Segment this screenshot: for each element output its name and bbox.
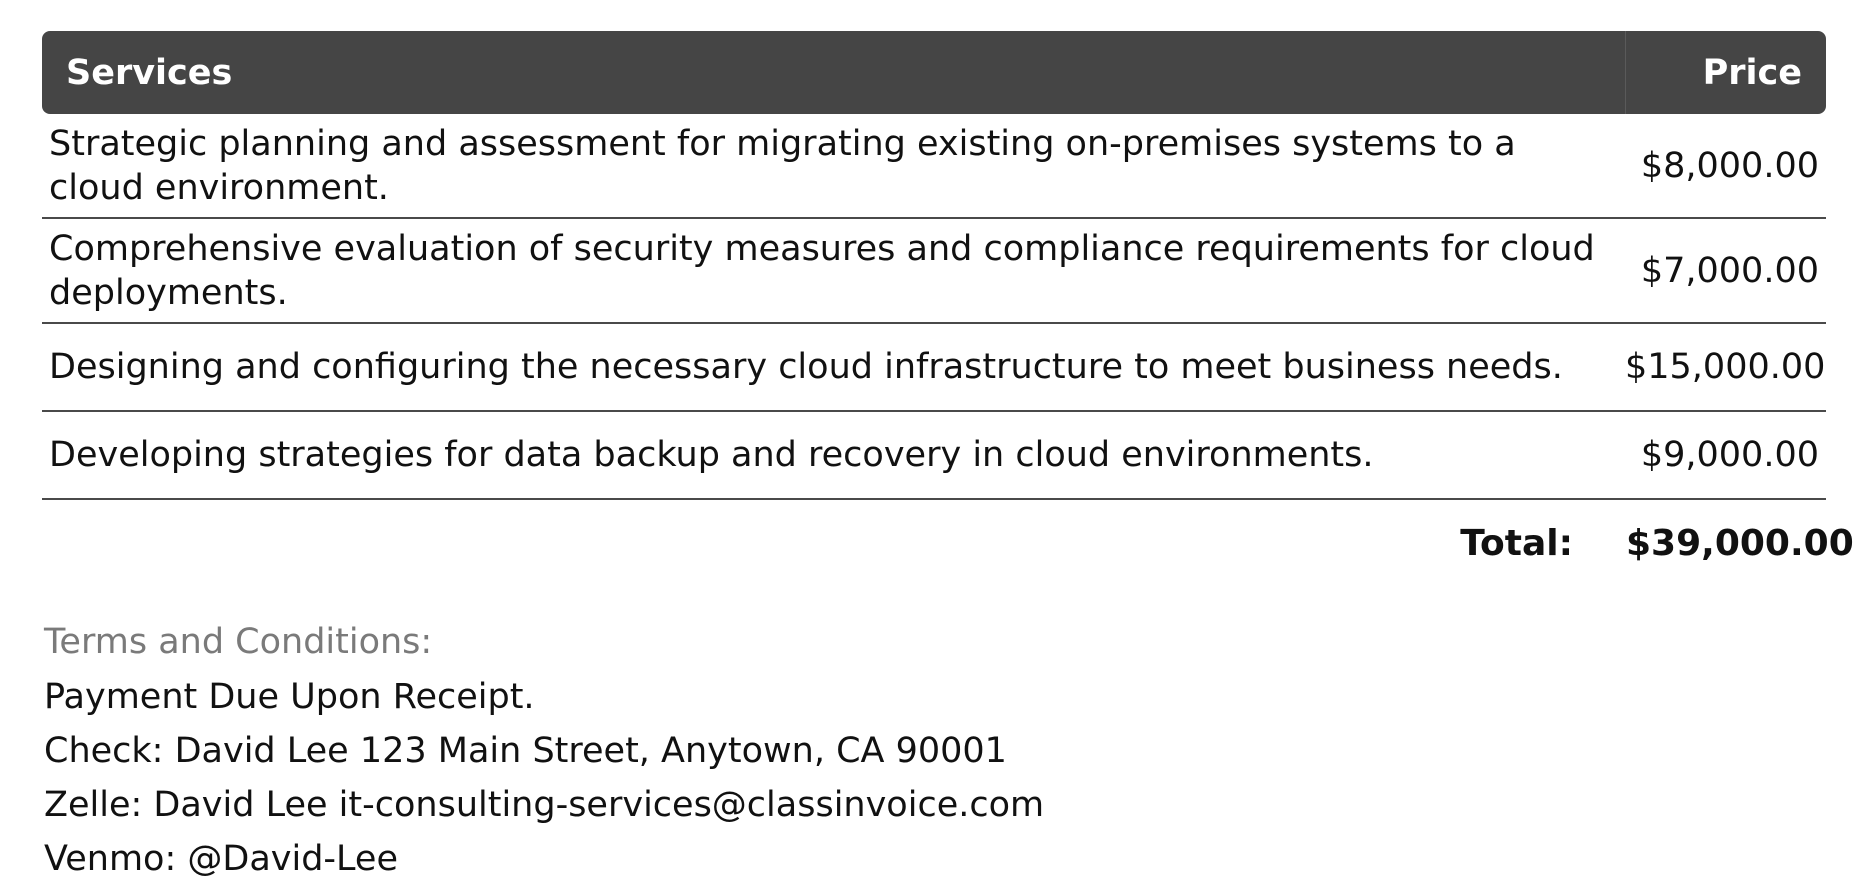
total-value: $39,000.00: [1626, 522, 1854, 564]
service-description: Developing strategies for data backup and recovery in cloud environments.: [42, 411, 1625, 499]
total-label: Total:: [1460, 522, 1573, 564]
terms-venmo-info: Venmo: @David-Lee: [44, 839, 398, 879]
service-description: Designing and configuring the necessary cloud infrastructure to meet business needs.: [42, 323, 1625, 411]
table-row: [42, 114, 1826, 218]
service-price: $7,000.00: [1625, 218, 1826, 323]
terms-payment-due: Payment Due Upon Receipt.: [44, 677, 535, 717]
table-row: [42, 323, 1826, 411]
table-row: [42, 411, 1826, 499]
service-description: Strategic planning and assessment for migrating existing on-premises systems to a cloud environment.: [42, 114, 1625, 218]
total-row: [42, 499, 1826, 586]
service-price: $9,000.00: [1625, 411, 1826, 499]
service-price: $15,000.00: [1625, 323, 1826, 411]
price-column-header: Price: [1625, 31, 1826, 114]
table-header: [42, 31, 1826, 114]
table-row: [42, 218, 1826, 323]
services-table: [42, 31, 1854, 586]
terms-zelle-info: Zelle: David Lee it-consulting-services@classinvoice.com: [44, 785, 1045, 825]
terms-section: [44, 618, 1744, 890]
table-body: [42, 114, 1826, 499]
services-column-header: Services: [42, 31, 1625, 114]
table-footer: [42, 499, 1854, 586]
service-description: Comprehensive evaluation of security measures and compliance requirements for cloud deployments.: [42, 218, 1625, 323]
terms-heading: Terms and Conditions:: [44, 622, 433, 662]
service-price: $8,000.00: [1625, 114, 1826, 218]
terms-check-info: Check: David Lee 123 Main Street, Anytown, CA 90001: [44, 731, 1007, 771]
table-header-row: [42, 31, 1826, 114]
